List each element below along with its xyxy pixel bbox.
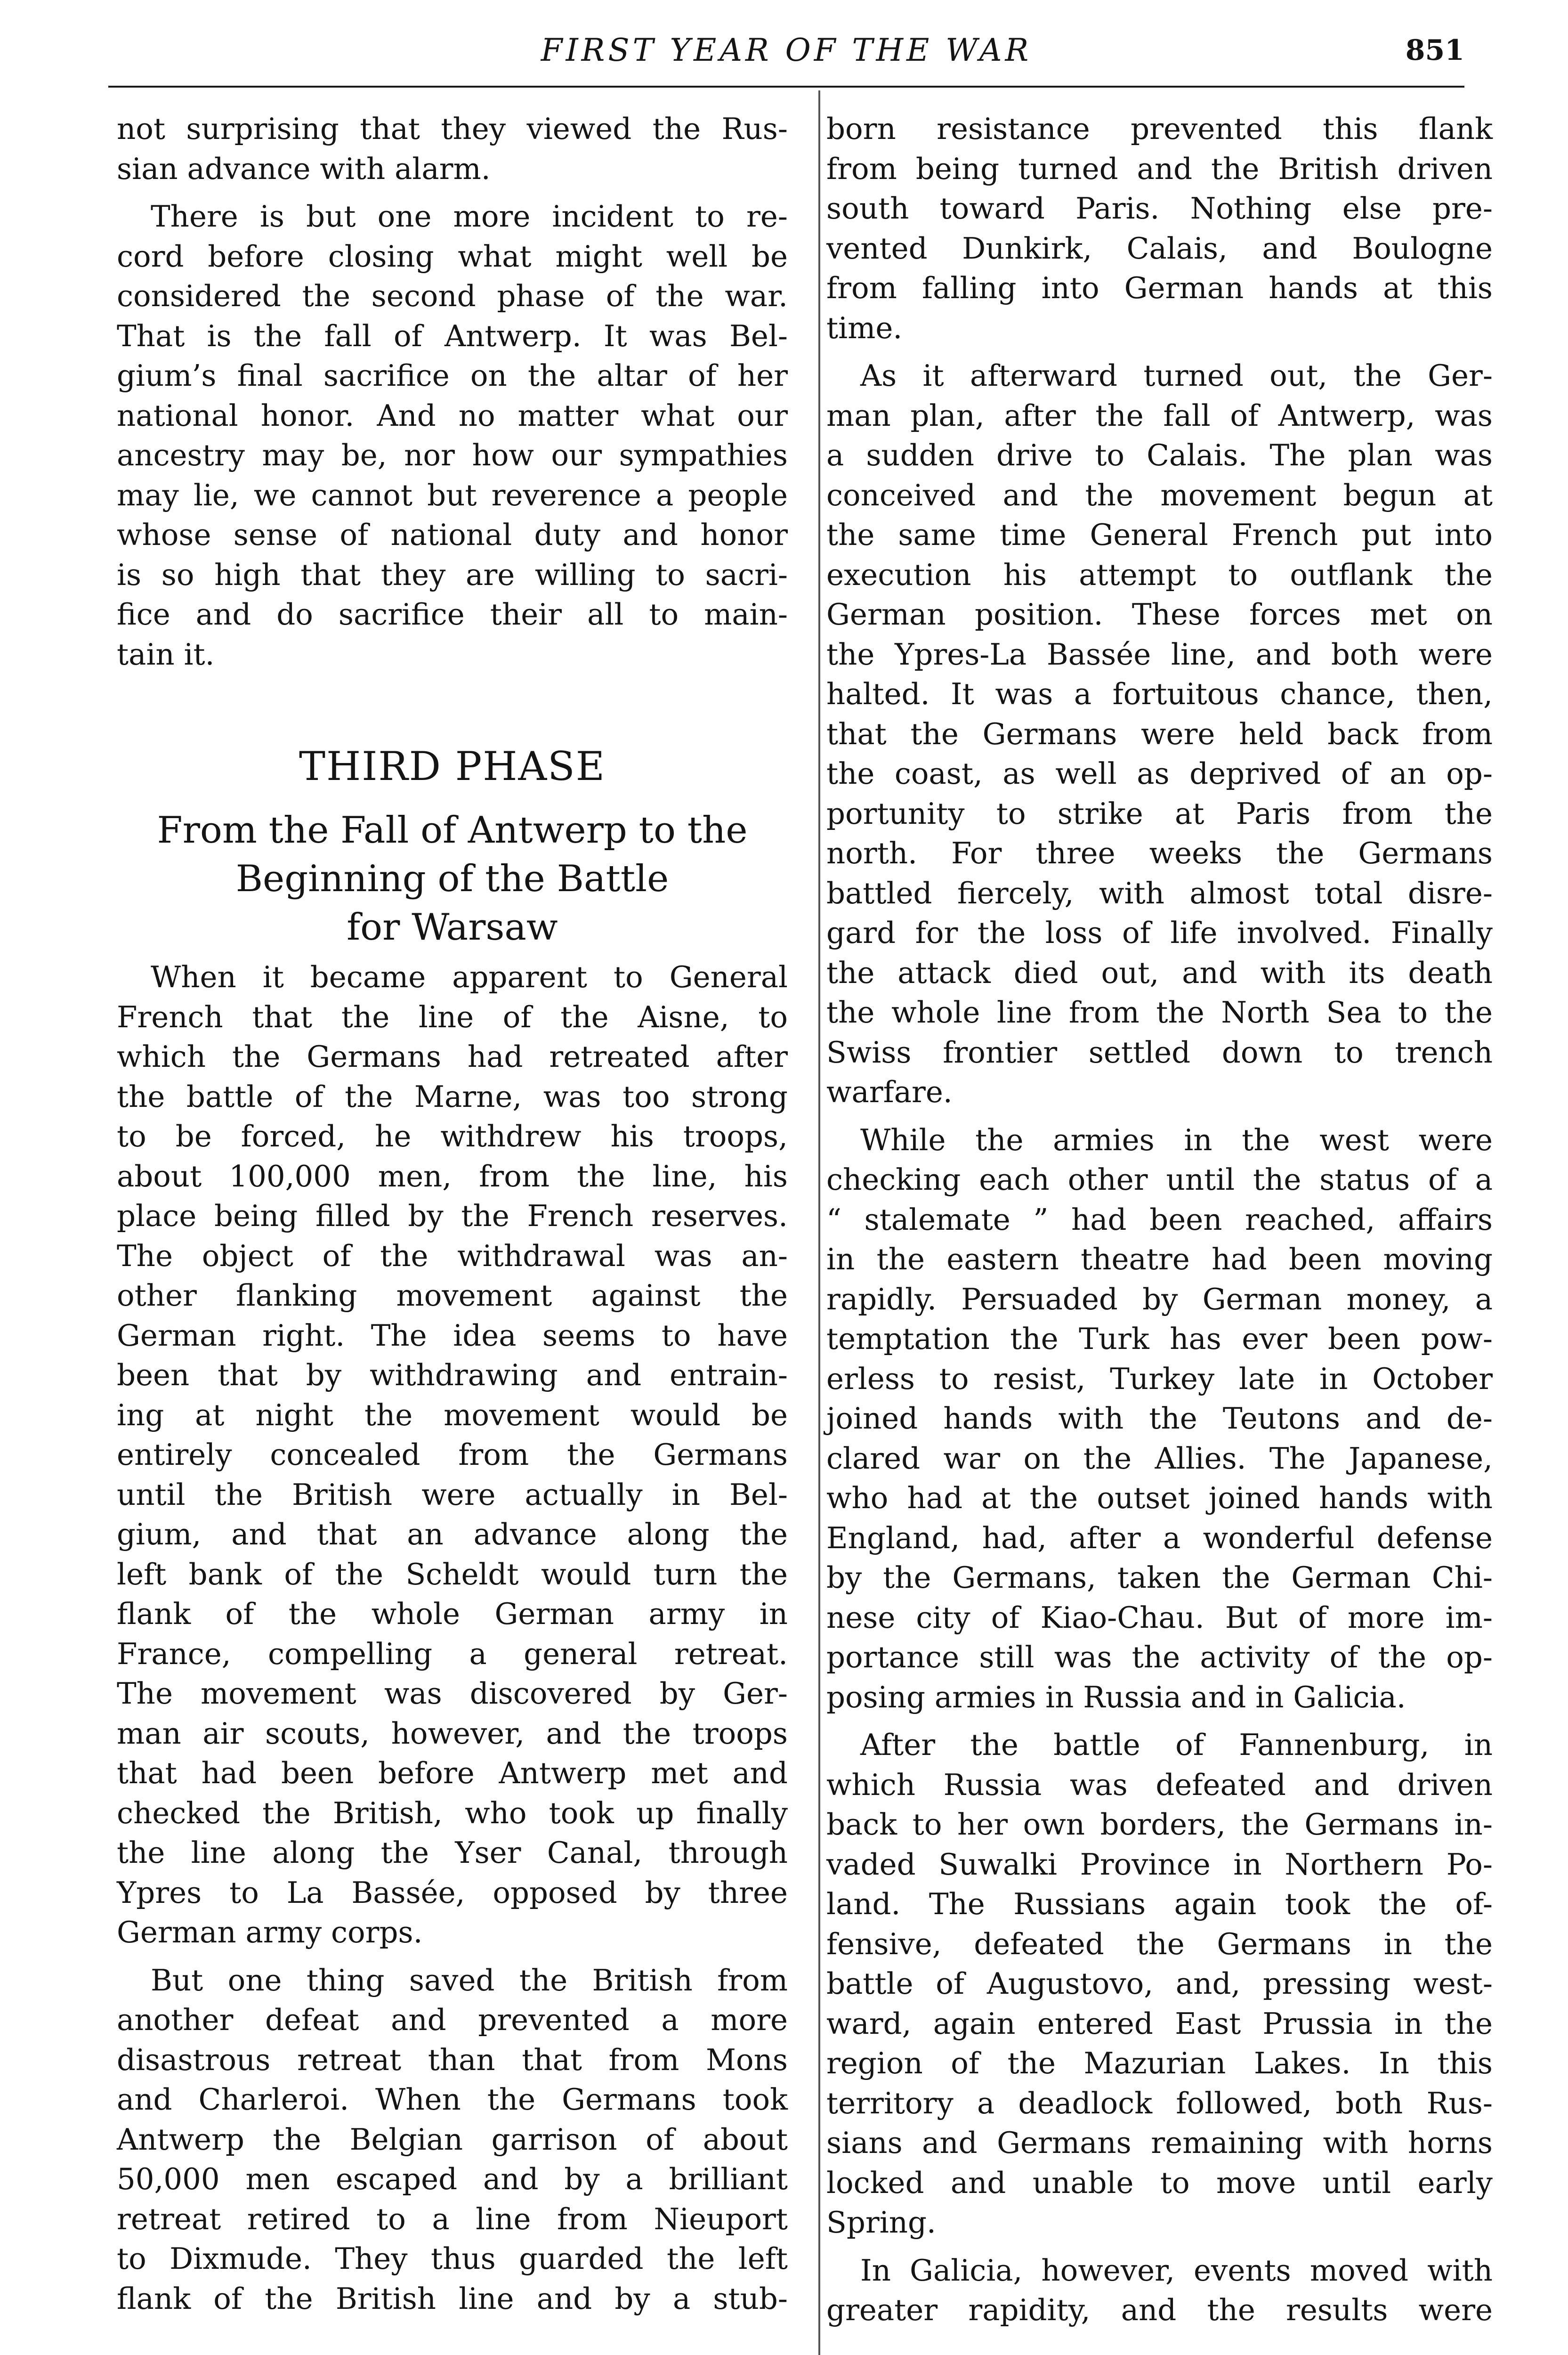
text-line: England, had, after a wonderful defense	[826, 1520, 1493, 1555]
text-line: posing armies in Russia and in Galicia.	[826, 1680, 1406, 1714]
paragraph	[117, 197, 788, 674]
text-line: place being filled by the French reserves.	[117, 1199, 788, 1233]
text-line: German right. The idea seems to have	[117, 1318, 788, 1353]
text-line: region of the Mazurian Lakes. In this	[826, 2046, 1493, 2080]
text-line: and Charleroi. When the Germans took	[117, 2082, 788, 2117]
text-line: “ stalemate ” had been reached, affairs	[826, 1202, 1493, 1237]
text-line: flank of the British line and by a stub-	[117, 2281, 788, 2316]
text-line: 50,000 men escaped and by a brilliant	[117, 2162, 788, 2196]
text-line: the whole line from the North Sea to the	[826, 995, 1493, 1030]
text-line: that the Germans were held back from	[826, 716, 1493, 751]
text-line: who had at the outset joined hands with	[826, 1481, 1493, 1515]
text-line: to be forced, he withdrew his troops,	[117, 1119, 788, 1153]
text-line: The object of the withdrawal was an-	[117, 1238, 788, 1273]
text-line: which Russia was defeated and driven	[826, 1767, 1493, 1802]
text-line: erless to resist, Turkey late in October	[826, 1361, 1493, 1396]
paragraph	[826, 1725, 1493, 2243]
text-line: territory a deadlock followed, both Rus-	[826, 2086, 1493, 2120]
text-line: French that the line of the Aisne, to	[117, 999, 788, 1034]
text-line: execution his attempt to outflank the	[826, 557, 1493, 592]
text-line: other flanking movement against the	[117, 1278, 788, 1313]
text-line: Swiss frontier settled down to trench	[826, 1035, 1493, 1070]
paragraph	[117, 109, 788, 189]
text-line: about 100,000 men, from the line, his	[117, 1159, 788, 1194]
text-line: left bank of the Scheldt would turn the	[117, 1557, 788, 1592]
text-line: not surprising that they viewed the Rus-	[117, 112, 788, 146]
text-line: man plan, after the fall of Antwerp, was	[826, 398, 1493, 433]
paragraph	[826, 356, 1493, 1113]
text-line: been that by withdrawing and entrain-	[117, 1358, 788, 1392]
text-line: the battle of the Marne, was too strong	[117, 1079, 788, 1114]
text-line: clared war on the Allies. The Japanese,	[826, 1441, 1493, 1476]
text-line: After the battle of Fannenburg, in	[860, 1728, 1493, 1762]
section-subtitle-line: From the Fall of Antwerp to the	[157, 809, 748, 852]
text-line: man air scouts, however, and the troops	[117, 1716, 788, 1751]
text-line: conceived and the movement begun at	[826, 478, 1493, 512]
paragraph	[826, 109, 1493, 348]
text-line: gard for the loss of life involved. Finally	[826, 916, 1493, 950]
text-line: German position. These forces met on	[826, 597, 1493, 632]
text-line: ward, again entered East Prussia in the	[826, 2006, 1493, 2041]
text-line: north. For three weeks the Germans	[826, 836, 1493, 870]
text-line: rapidly. Persuaded by German money, a	[826, 1282, 1493, 1316]
text-line: There is but one more incident to re-	[151, 199, 788, 234]
text-line: greater rapidity, and the results were	[826, 2293, 1493, 2327]
text-line: is so high that they are willing to sacri-	[117, 557, 788, 592]
text-line: from being turned and the British driven	[826, 151, 1493, 186]
text-line: portance still was the activity of the op-	[826, 1640, 1493, 1674]
text-line: considered the second phase of the war.	[117, 279, 788, 313]
text-line: to Dixmude. They thus guarded the left	[117, 2241, 788, 2276]
text-line: halted. It was a fortuitous chance, then,	[826, 677, 1493, 711]
text-line: The movement was discovered by Ger-	[117, 1676, 788, 1711]
text-line: German army corps.	[117, 1915, 423, 1949]
text-line: That is the fall of Antwerp. It was Bel-	[117, 318, 788, 353]
text-line: until the British were actually in Bel-	[117, 1477, 788, 1512]
text-line: the coast, as well as deprived of an op-	[826, 756, 1493, 791]
text-line: Antwerp the Belgian garrison of about	[117, 2122, 788, 2157]
text-line: which the Germans had retreated after	[117, 1039, 788, 1074]
text-line: retreat retired to a line from Nieuport	[117, 2201, 788, 2236]
text-line: national honor. And no matter what our	[117, 398, 788, 433]
text-line: whose sense of national duty and honor	[117, 518, 788, 552]
text-line: fensive, defeated the Germans in the	[826, 1926, 1493, 1961]
column-divider	[818, 90, 820, 2355]
text-line: gium’s final sacrifice on the altar of her	[117, 358, 788, 393]
text-line: the Ypres-La Bassée line, and both were	[826, 637, 1493, 672]
section-subtitle-line: Beginning of the Battle	[235, 858, 669, 900]
text-line: warfare.	[826, 1075, 953, 1109]
text-line: portunity to strike at Paris from the	[826, 796, 1493, 831]
text-line: land. The Russians again took the of-	[826, 1887, 1493, 1921]
text-line: entirely concealed from the Germans	[117, 1437, 788, 1472]
text-line: that had been before Antwerp met and	[117, 1756, 788, 1790]
text-line: Ypres to La Bassée, opposed by three	[117, 1875, 788, 1910]
header-rule	[108, 86, 1464, 88]
right-column	[826, 109, 1493, 2339]
section-heading	[117, 740, 788, 952]
paragraph	[826, 1121, 1493, 1718]
page-number: 851	[1405, 34, 1464, 67]
text-line: battle of Augustovo, and, pressing west-	[826, 1966, 1493, 2001]
left-column	[117, 109, 788, 2327]
text-line: But one thing saved the British from	[151, 1963, 788, 1998]
text-line: a sudden drive to Calais. The plan was	[826, 438, 1493, 472]
text-line: gium, and that an advance along the	[117, 1517, 788, 1551]
text-line: joined hands with the Teutons and de-	[826, 1401, 1493, 1436]
text-line: While the armies in the west were	[860, 1122, 1493, 1157]
text-line: tain it.	[117, 637, 215, 672]
text-line: sians and Germans remaining with horns	[826, 2126, 1493, 2160]
text-line: vented Dunkirk, Calais, and Boulogne	[826, 231, 1493, 266]
section-subtitle-line: for Warsaw	[347, 906, 558, 949]
text-line: the line along the Yser Canal, through	[117, 1835, 788, 1870]
page-header	[108, 28, 1464, 80]
text-line: Spring.	[826, 2205, 936, 2240]
text-line: checking each other until the status of a	[826, 1162, 1493, 1197]
text-line: the attack died out, and with its death	[826, 955, 1493, 990]
text-line: In Galicia, however, events moved with	[860, 2253, 1493, 2288]
text-line: may lie, we cannot but reverence a people	[117, 478, 788, 512]
text-line: another defeat and prevented a more	[117, 2003, 788, 2037]
paragraph	[117, 1961, 788, 2319]
text-line: ancestry may be, nor how our sympathies	[117, 438, 788, 472]
text-line: checked the British, who took up finally	[117, 1795, 788, 1830]
text-line: sian advance with alarm.	[117, 151, 491, 186]
text-line: in the eastern theatre had been moving	[826, 1242, 1493, 1276]
text-line: back to her own borders, the Germans in-	[826, 1807, 1493, 1842]
text-line: France, compelling a general retreat.	[117, 1636, 788, 1671]
text-line: vaded Suwalki Province in Northern Po-	[826, 1847, 1493, 1882]
text-line: flank of the whole German army in	[117, 1597, 788, 1631]
paragraph	[826, 2251, 1493, 2331]
text-line: by the Germans, taken the German Chi-	[826, 1560, 1493, 1595]
running-title: FIRST YEAR OF THE WAR	[541, 32, 1032, 68]
text-line: As it afterward turned out, the Ger-	[860, 358, 1493, 393]
text-line: locked and unable to move until early	[826, 2165, 1493, 2200]
text-line: born resistance prevented this flank	[826, 112, 1493, 146]
text-line: nese city of Kiao-Chau. But of more im-	[826, 1600, 1493, 1635]
text-line: battled fiercely, with almost total disre-	[826, 876, 1493, 910]
text-line: cord before closing what might well be	[117, 239, 788, 274]
paragraph	[117, 958, 788, 1953]
text-line: ing at night the movement would be	[117, 1397, 788, 1432]
text-line: When it became apparent to General	[151, 960, 788, 994]
text-line: fice and do sacrifice their all to main-	[117, 597, 788, 632]
section-title: THIRD PHASE	[299, 743, 606, 789]
text-line: the same time General French put into	[826, 518, 1493, 552]
text-line: from falling into German hands at this	[826, 271, 1493, 305]
text-line: disastrous retreat than that from Mons	[117, 2042, 788, 2077]
text-line: south toward Paris. Nothing else pre-	[826, 191, 1493, 226]
text-line: time.	[826, 310, 903, 345]
text-line: temptation the Turk has ever been pow-	[826, 1322, 1493, 1356]
